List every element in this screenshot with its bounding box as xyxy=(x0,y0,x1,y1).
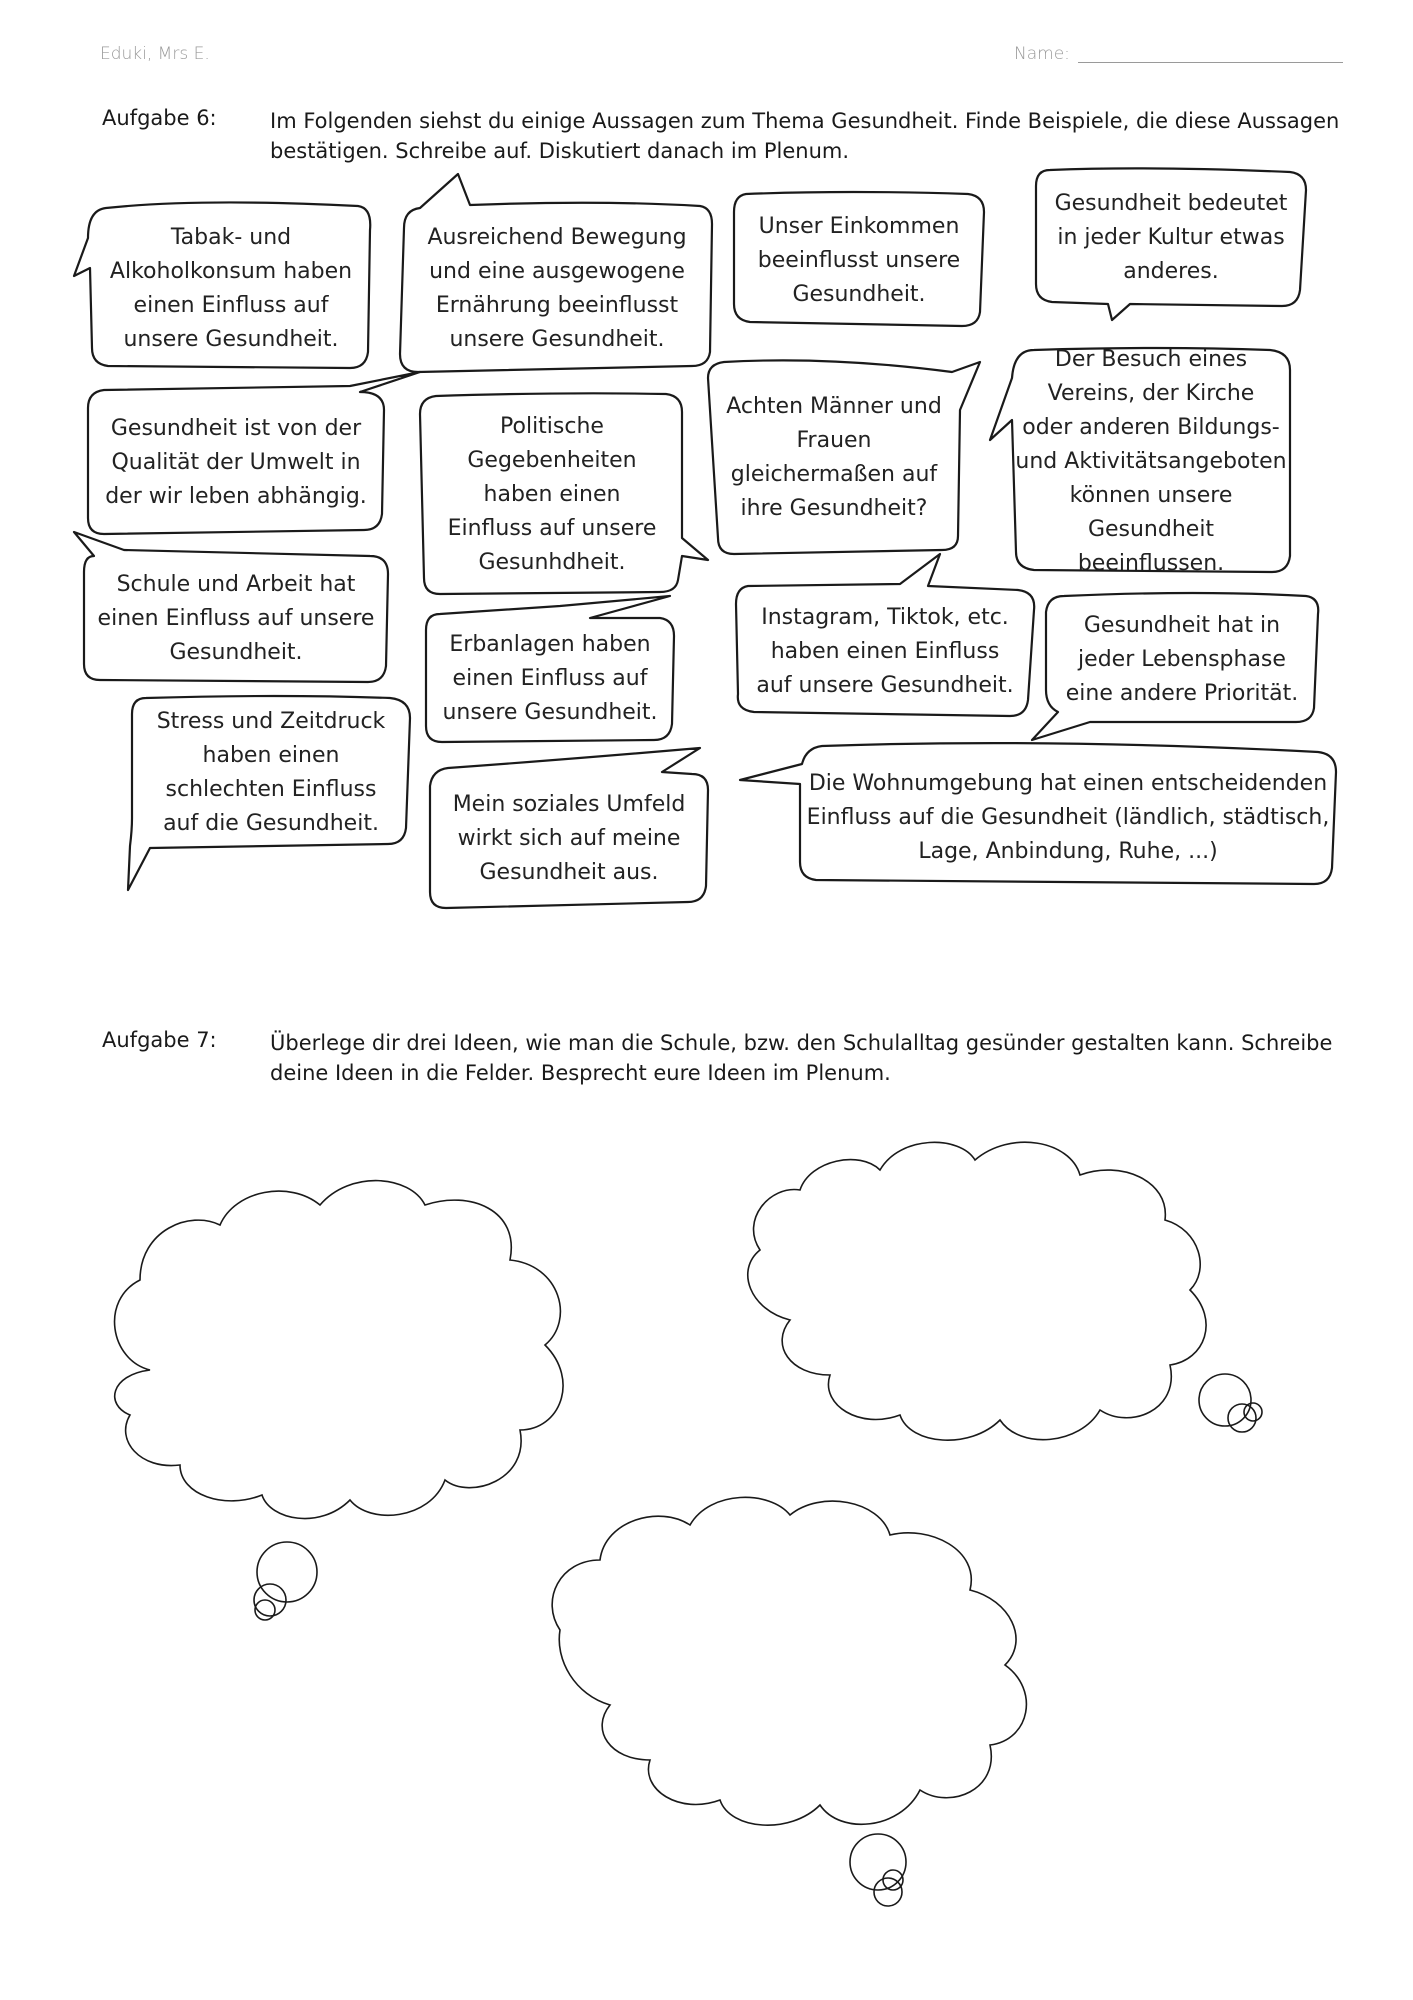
task7-label: Aufgabe 7: xyxy=(102,1028,217,1052)
bubble-text-12: Gesundheit hat in jeder Lebensphase eine andere Priorität. xyxy=(1065,613,1299,706)
header-author: Eduki, Mrs E. xyxy=(100,44,210,64)
bubble-text-1: Tabak- und Alkoholkonsum haben einen Einfluss auf unsere Gesundheit. xyxy=(109,225,353,352)
bubble-text-5: Gesundheit ist von der Qualität der Umwelt in der wir leben abhängig. xyxy=(105,416,367,509)
bubble-text-15: Die Wohnumgebung hat einen entscheidenden Einfluss auf die Gesundheit (ländlich, städtisch, Lage, Anbindung, Ruhe, ...) xyxy=(806,771,1330,864)
bubble-text-6: Politische Gegebenheiten haben einen Einfluss auf unsere Gesunhdheit. xyxy=(447,414,657,575)
bubble-text-3: Unser Einkommen beeinflusst unsere Gesundheit. xyxy=(757,214,961,307)
header-name-label: Name: xyxy=(1014,44,1070,64)
task7-text: Überlege dir drei Ideen, wie man die Schule, bzw. den Schulalltag gesünder gestalten kann. Schreibe deine Ideen in die Felder. Besprecht eure Ideen im Plenum. xyxy=(270,1031,1333,1085)
thought-cloud-3[interactable] xyxy=(552,1497,1026,1906)
bubble-text-13: Stress und Zeitdruck haben einen schlechten Einfluss auf die Gesundheit. xyxy=(156,709,386,836)
thought-cloud-1[interactable] xyxy=(115,1181,564,1620)
task6-text: Im Folgenden siehst du einige Aussagen zum Thema Gesundheit. Finde Beispiele, die diese Aussagen bestätigen. Schreibe auf. Diskutiert danach im Plenum. xyxy=(270,109,1340,163)
thought-cloud-2[interactable] xyxy=(748,1142,1262,1440)
bubble-text-8: Der Besuch eines Vereins, der Kirche oder anderen Bildungs- und Aktivitätsangeboten können unsere Gesundheit beeinflussen. xyxy=(1015,347,1287,576)
bubble-text-7: Achten Männer und Frauen gleichermaßen auf ihre Gesundheit? xyxy=(726,394,942,521)
bubble-text-9: Schule und Arbeit hat einen Einfluss auf unsere Gesundheit. xyxy=(97,572,375,665)
bubble-text-10: Erbanlagen haben einen Einfluss auf unsere Gesundheit. xyxy=(442,632,658,725)
bubble-text-4: Gesundheit bedeutet in jeder Kultur etwas anderes. xyxy=(1054,191,1288,284)
bubble-text-2: Ausreichend Bewegung und eine ausgewogene Ernährung beeinflusst unsere Gesundheit. xyxy=(427,225,687,352)
task6-label: Aufgabe 6: xyxy=(102,106,217,130)
bubble-text-14: Mein soziales Umfeld wirkt sich auf meine Gesundheit aus. xyxy=(452,792,686,885)
bubble-text-11: Instagram, Tiktok, etc. haben einen Einfluss auf unsere Gesundheit. xyxy=(756,605,1014,698)
